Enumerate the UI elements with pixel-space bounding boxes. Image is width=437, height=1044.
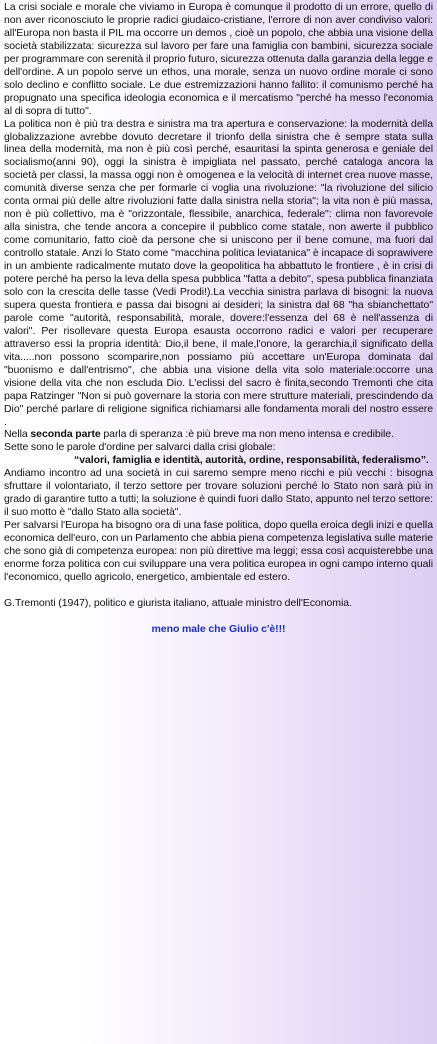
paragraph-watchwords: “valori, famiglia e identità, autorità, ordine, responsabilità, federalismo”.: [74, 454, 429, 467]
spacer: [4, 610, 433, 623]
article-text: [4, 1, 433, 636]
paragraph-politics: La politica non è più tra destra e sinistra ma tra apertura e conservazione: la modernità della globalizzazione avrebbe dovuto decretare il trionfo della sinistra che è sempre stata sulla linea della modernità, ma non è più così perché, esauritasi la spinta generosa e geniale del socialismo(anni 90), oggi la sinistra è impigliata nel passato, perché cataloga ancora la società per classi, la massa oggi non è omogenea e la velocità di internet crea nuove masse, comunità diverse senza che per formarle ci voglia una rivoluzione: "la rivoluzione del silicio conta ormai più delle altre rivoluzioni fatte dalla sinistra nella storia"; la vita non è più massa, non è più collettivo, ma è "orizzontale, flessibile, anarchica, federale": clima non favorevole alla sinistra, che tende ancora a concepire il pubblico come statale, non awerte il pubblico come comunitario, fatto cioè da persone che si uniscono per il bene comune, ma fuori dal controllo statale. Anzi lo Stato come "macchina politica leviatanica" è incapace di soprawivere in un ambiente radicalmente mutato dove la geopolitica ha abbattuto le frontiere , è in crisi di potere perché ha perso la leva della spesa pubblica "fatta a debito", spesa pubblica finanziata solo con la crescita delle tasse (Vedi Prodi!).La vecchia sinistra parlava di bisogni: la nuova supera questa frontiera e passa dai bisogni ai desideri; la sinistra dal 68 "ha sbianchettato" parole come "autorità, responsabilità, morale, dovere:l'essenza del 68 è nell'assenza di valori". Per risollevare questa Europa esausta occorrono radici e valori per recuperare attraverso essi la propria identità: Dio,il bene, il male,l'onore, la gerarchia,il significato della vita.....non possono scomparire,non possiamo più accettare un'Europa dominata dal "buonismo e dall'entrismo", che abbia una visione della vita solo materiale:occorre una visione della vita che non escluda Dio. L'eclissi del sacro è finita,secondo Tremonti che cita papa Ratzinger "Non si può governare la storia con mere strutture materiali, prescindendo da Dio" perché parlare di religione significa richiamarsi alle fondamenta morali del nostro essere .: [4, 117, 433, 428]
author-note: G.Tremonti (1947), politico e giurista italiano, attuale ministro dell'Economia.: [4, 596, 352, 609]
spacer: [4, 584, 433, 597]
paragraph-crisis: La crisi sociale e morale che viviamo in Europa è comunque il prodotto di un errore, quello di non aver riconosciuto le proprie radici giudaico-cristiane, l'errore di non aver condiviso valori: all'Europa non basta il PIL ma occorre un demos , cioè un popolo, che abbia una visione della società stabilizzata: sicurezza sul lavoro per fare una famiglia con bambini, sicurezza sociale per programmare con serenità il proprio futuro, sicurezza ottenuta dalla garanzia della legge e dell'ordine. A un popolo serve un ethos, una morale, senza un nuovo ordine morale ci sono solo declino e conflitto sociale. Le due estremizzazioni hanno fallito: il comunismo perché ha propugnato una specifica ideologia economica e il mercatismo "perché ha messo l'economia al di sopra di tutto".: [4, 1, 433, 117]
paragraph-second-part: [4, 428, 433, 441]
paragraph-watchwords-intro: Sette sono le parole d'ordine per salvarci dalla crisi globale:: [4, 441, 276, 454]
paragraph-society: Andiamo incontro ad una società in cui saremo sempre meno ricchi e più vecchi : bisogna sfruttare il volontariato, il terzo settore per trovare soluzioni perché lo Stato non sarà più in grado di garantire tutto a tutti; la soluzione è quindi fuori dallo Stato, appunto nel terzo settore: il suo motto è "dallo Stato alla società".: [4, 467, 433, 519]
paragraph-europe: Per salvarsi l'Europa ha bisogno ora di una fase politica, dopo quella eroica degli inizi e quella economica dell'euro, con un Parlamento che abbia piena competenza legislativa sulle materie che sono già di competenza europea: non più direttive ma leggi; essa così acquisterebbe una enorme forza politica con cui sviluppare una vera politica europea in ogni campo interno quali l'economico, quello agricolo, energetico, ambientale ed estero.: [4, 519, 433, 583]
second-part-rest: parla di speranza :è più breve ma non meno intensa e credibile.: [100, 428, 394, 441]
second-part-intro: Nella: [4, 428, 31, 441]
closing-remark: meno male che Giulio c'è!!!: [151, 622, 286, 635]
second-part-bold: seconda parte: [30, 428, 101, 441]
